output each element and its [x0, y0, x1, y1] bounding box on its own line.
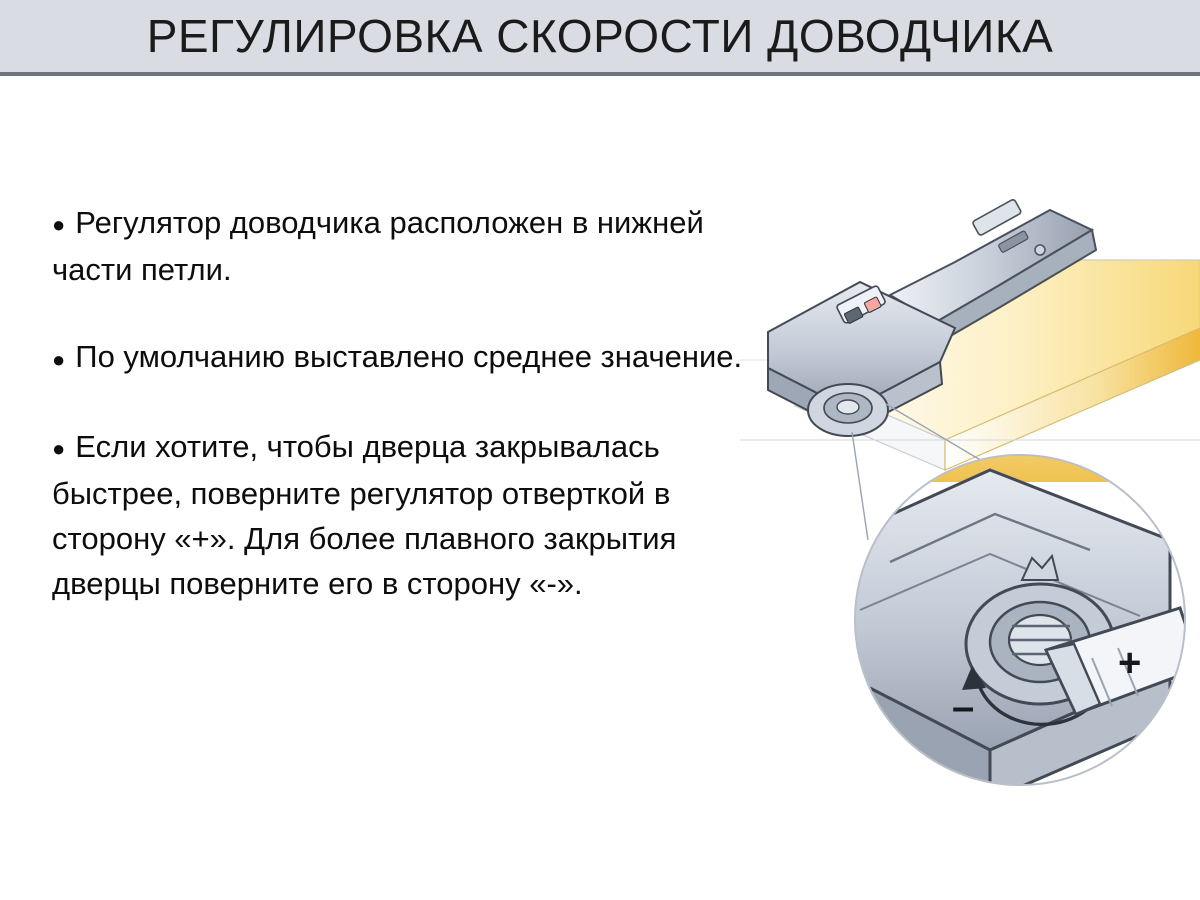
plus-label: +: [1118, 641, 1142, 685]
list-item: [52, 200, 752, 292]
list-item-text: Регулятор доводчика расположен в нижней части петли.: [52, 205, 704, 288]
list-item: [52, 334, 752, 381]
bullet-icon: ●: [52, 435, 66, 461]
list-item-text: Если хотите, чтобы дверца закрывалась быстрее, поверните регулятор отверткой в сторону «+». Для более плавного закрытия дверцы поверните его в сторону «-».: [52, 428, 677, 601]
bullet-icon: ●: [52, 212, 66, 238]
bullet-list: [52, 200, 752, 606]
list-item-text: По умолчанию выставлено среднее значение.: [75, 339, 743, 375]
hinge-diagram: [740, 110, 1200, 830]
slide-header: [0, 0, 1200, 76]
page-title: РЕГУЛИРОВКА СКОРОСТИ ДОВОДЧИКА: [146, 10, 1054, 62]
list-item: [52, 424, 752, 606]
bullet-icon: ●: [52, 346, 66, 372]
magnifier-circle: [835, 410, 1200, 800]
minus-label: –: [952, 685, 975, 729]
